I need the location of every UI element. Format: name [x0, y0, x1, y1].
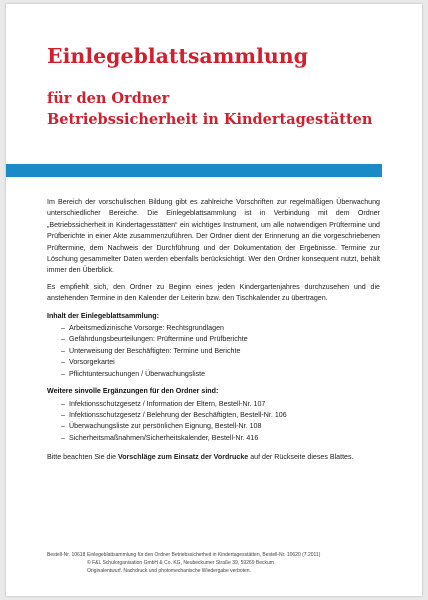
- list-item: – Pflichtuntersuchungen / Überwachungsliste: [61, 369, 380, 380]
- recommendation-paragraph: Es empfiehlt sich, den Ordner zu Beginn eines jeden Kindergartenjahres durchzusehen und die anstehenden Termine in den Kalender der Leiterin bzw. den Tischkalender zu übertragen.: [47, 282, 380, 303]
- page-subtitle: [47, 88, 372, 130]
- closing-note-end: auf der Rückseite dieses Blattes.: [248, 453, 354, 462]
- list-item: – Vorsorgekartei: [61, 357, 380, 368]
- closing-note-highlight: Vorschläge zum Einsatz der Vordrucke: [118, 453, 249, 462]
- intro-paragraph: Im Bereich der vorschulischen Bildung gibt es zahlreiche Vorschriften zur regelmäßigen Überwachung unterschiedlicher Bereiche. Die Einlegeblattsammlung ist in Verbindung mit dem Ordner „Betriebssicherheit in Kindertagesstätten“ ein wichtiges Instrument, um alle notwendigen Prüftermine und Prüfberichte in einer Akte zusammenzuführen. Der Ordner dient der Erinnerung an die vorgeschriebenen Prüftermine, dem Nachweis der Durchführung und der Dokumentation der Ergebnisse. Termine zur Löschung gesammelter Daten werden ebenfalls berücksichtigt. Wer den Ordner konsequent nutzt, behält immer den Überblick.: [47, 198, 380, 275]
- list-item: – Unterweisung der Beschäftigten: Termine und Berichte: [61, 346, 380, 357]
- footer-line-2: © F&L Schulorganisation GmbH & Co. KG, Neubeckumer Straße 39, 59269 Beckum: [87, 559, 274, 566]
- list-item: – Gefährdungsbeurteilungen: Prüftermine und Prüfberichte: [61, 334, 380, 345]
- list-item: – Infektionsschutzgesetz / Belehrung der Beschäftigten, Bestell-Nr. 106: [61, 410, 380, 421]
- closing-note-start: Bitte beachten Sie die: [47, 453, 118, 462]
- page-title: Einlegeblattsammlung: [47, 44, 309, 68]
- contents-list: [47, 323, 380, 380]
- document-page: [6, 4, 422, 596]
- closing-note: [47, 452, 380, 463]
- footer-line-1: Einlegeblattsammlung für den Ordner Betriebssicherheit in Kindertagesstätten, Bestell-Nr. 10620 (7.2011): [87, 552, 321, 558]
- footer-text: [87, 552, 382, 575]
- additions-list: [47, 399, 380, 445]
- additions-heading: Weitere sinvolle Ergänzungen für den Ordner sind:: [47, 387, 219, 396]
- list-item: – Überwachungsliste zur persönlichen Eignung, Bestell-Nr. 108: [61, 421, 380, 432]
- body-content: [47, 197, 380, 469]
- contents-heading: Inhalt der Einlegeblattsammlung:: [47, 311, 159, 320]
- footer-order-number: Bestell-Nr. 10618: [47, 552, 86, 558]
- subtitle-line-1: für den Ordner: [47, 90, 170, 107]
- footer-line-3: Originalentwurf. Nachdruck und photomechanische Wiedergabe verboten.: [87, 567, 251, 574]
- list-item: – Sicherheitsmaßnahmen/Sicherheitskalender, Bestell-Nr. 416: [61, 433, 380, 444]
- blue-divider-bar: [6, 164, 382, 177]
- subtitle-line-2: Betriebssicherheit in Kindertagestätten: [47, 111, 373, 128]
- list-item: – Arbeitsmedizinische Vorsorge: Rechtsgrundlagen: [61, 323, 380, 334]
- list-item: – Infektionsschutzgesetz / Information der Eltern, Bestell-Nr. 107: [61, 399, 380, 410]
